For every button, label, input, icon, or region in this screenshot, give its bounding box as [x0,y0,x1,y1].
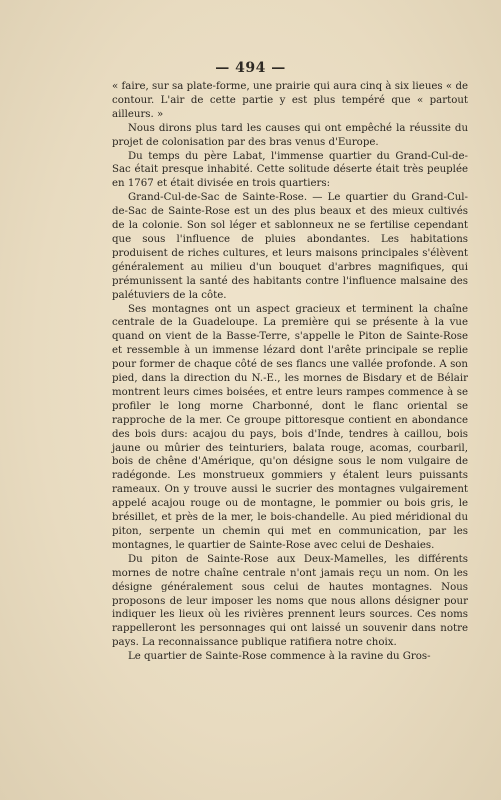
paragraph-quartier-sainte-rose: Le quartier de Sainte-Rose commence à la ravine du Gros- [128,651,431,663]
paragraph-pere-labat: Du temps du père Labat, l'immense quartier du Grand-Cul-de-Sac était presque inhabité. Cette solitude déserte était très peuplée en 1767 et était divisée en trois quartiers: [112,150,468,190]
paragraph-piton: Du piton de Sainte-Rose aux Deux-Mamelles, les différents mornes de notre chaîne centrale n'ont jamais reçu un nom. On les désigne généralement sous celui de hautes montagnes. Nous proposons de leur imposer les noms que nous allons désigner pour indiquer les lieux où les rivières prennent leurs sources. Ces noms rappelleront les personnages qui ont laissé un souvenir dans notre pays. La reconnaissance publique ratifiera notre choix. [112,553,468,649]
paragraph-montagnes: Ses montagnes ont un aspect gracieux et terminent la chaîne centrale de la Guadeloupe. La première qui se présente à la vue quand on vient de la Basse-Terre, s'appelle le Piton de Sainte-Rose et ressemble à un immense lézard dont l'arête principale se replie pour former de chaque côté de ses flancs une vallée profonde. A son pied, dans la direction du N.-E., les mornes de Bisdary et de Bélair montrent leurs cimes boisées, et entre leurs rampes commence à se profiler le long morne Charbonné, dont le flanc oriental se rapproche de la mer. Ce groupe pittoresque contient en abondance des bois durs: acajou du pays, bois d'Inde, tendres à caillou, bois jaune ou mûrier des teinturiers, balata rouge, acomas, courbaril, bois de chêne d'Amérique, qu'on désigne sous le nom vulgaire de radégonde. Les monstrueux gommiers y étalent leurs puissants rameaux. On y trouve aussi le sucrier des montagnes vulgairement appelé acajou rouge ou de montagne, le pommier ou bois gris, le brésillet, et près de la mer, le bois-chandelle. Au pied méridional du piton, serpente un chemin qui met en communication, par les montagnes, le quartier de Sainte-Rose avec celui de Deshaies. [112,303,468,551]
body-text [112,80,468,664]
paragraph-colonisation: Nous dirons plus tard les causes qui ont empêché la réussite du projet de colonisation par des bras venus d'Europe. [112,122,468,148]
paragraph-quote-continuation: « faire, sur sa plate-forme, une prairie qui aura cinq à six lieues « de contour. L'air de cette partie y est plus tempéré que « partout ailleurs. » [112,81,468,120]
paragraph-grand-cul-de-sac: Grand-Cul-de-Sac de Sainte-Rose. — Le quartier du Grand-Cul-de-Sac de Sainte-Rose est un des plus beaux et des mieux cultivés de la colonie. Son sol léger et sablonneux ne se fertilise cependant que sous l'influence de pluies abondantes. Les habitations produisent de riches cultures, et leurs maisons principales s'élèvent généralement au milieu d'un bouquet d'arbres magnifiques, qui prémunissent la santé des habitants contre l'influence malsaine des palétuviers de la côte. [112,192,468,301]
page-number: — 494 — [215,60,286,76]
